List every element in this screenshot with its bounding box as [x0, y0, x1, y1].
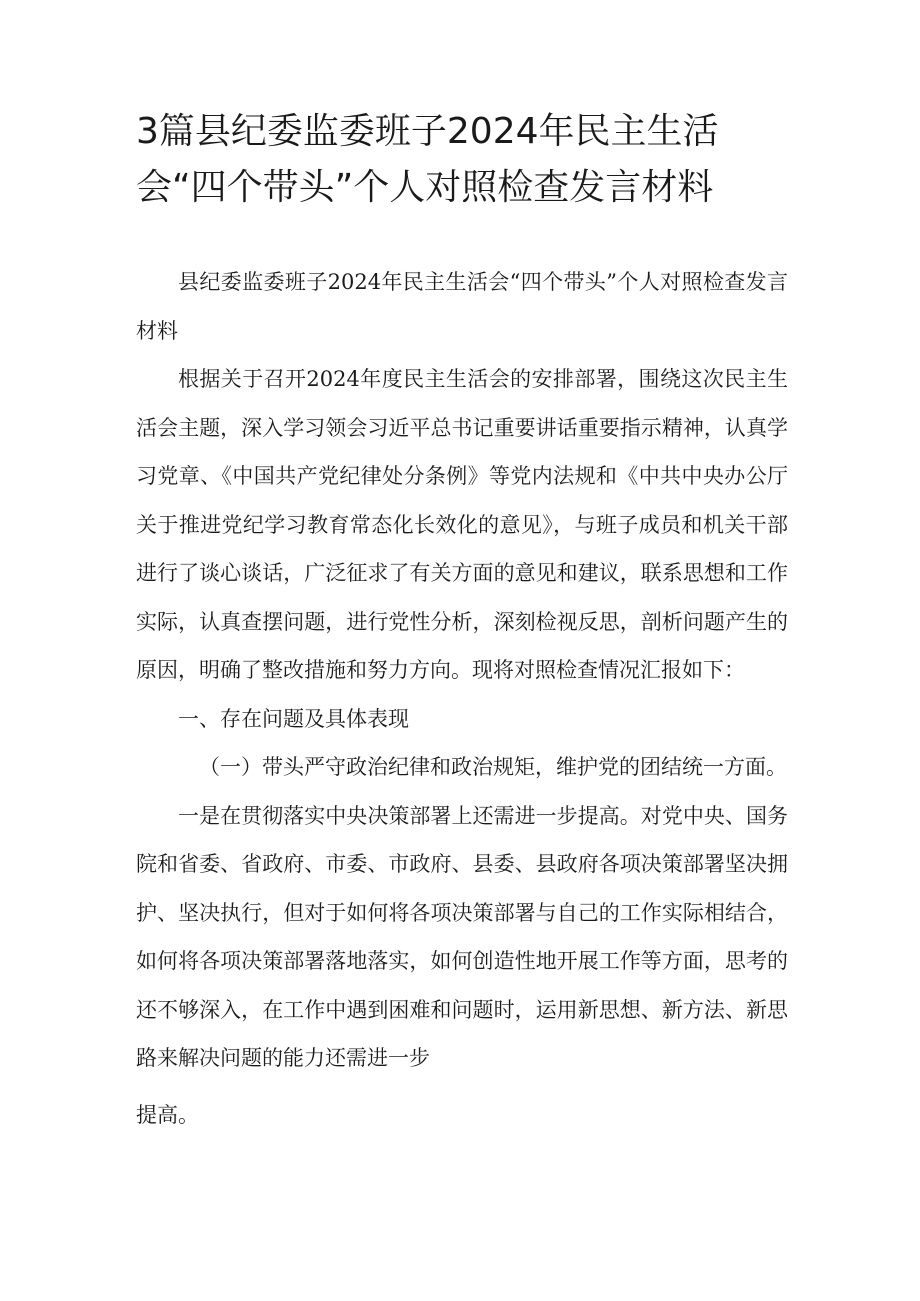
- document-body: [136, 258, 788, 1139]
- subsection-heading: （一）带头严守政治纪律和政治规矩，维护党的团结统一方面。: [199, 755, 787, 779]
- subtitle-paragraph: 县纪委监委班子2024年民主生活会“四个带头”个人对照检查发言材料: [136, 270, 788, 343]
- document-title: 3篇县纪委监委班子2024年民主生活会“四个带头”个人对照检查发言材料: [136, 111, 719, 208]
- section-heading: 一、存在问题及具体表现: [178, 706, 409, 731]
- intro-paragraph: 根据关于召开2024年度民主生活会的安排部署，围绕这次民主生活会主题，深入学习领会习近平总书记重要讲话重要指示精神，认真学习党章、《中国共产党纪律处分条例》等党内法规和《中共中央办公厅关于推进党纪学习教育常态化长效化的意见》，与班子成员和机关干部进行了谈心谈话，广泛征求了有关方面的意见和建议，联系思想和工作实际，认真查摆问题，进行党性分析，深刻检视反思，剖析问题产生的原因，明确了整改措施和努力方向。现将对照检查情况汇报如下：: [136, 367, 788, 682]
- body-paragraph: 一是在贯彻落实中央决策部署上还需进一步提高。对党中央、国务院和省委、省政府、市委、市政府、县委、县政府各项决策部署坚决拥护、坚决执行，但对于如何将各项决策部署与自己的工作实际相结合，如何将各项决策部署落地落实，如何创造性地开展工作等方面，思考的还不够深入，在工作中遇到困难和问题时，运用新思想、新方法、新思路来解决问题的能力还需进一步: [136, 803, 788, 1070]
- continuation-paragraph: 提高。: [136, 1102, 199, 1127]
